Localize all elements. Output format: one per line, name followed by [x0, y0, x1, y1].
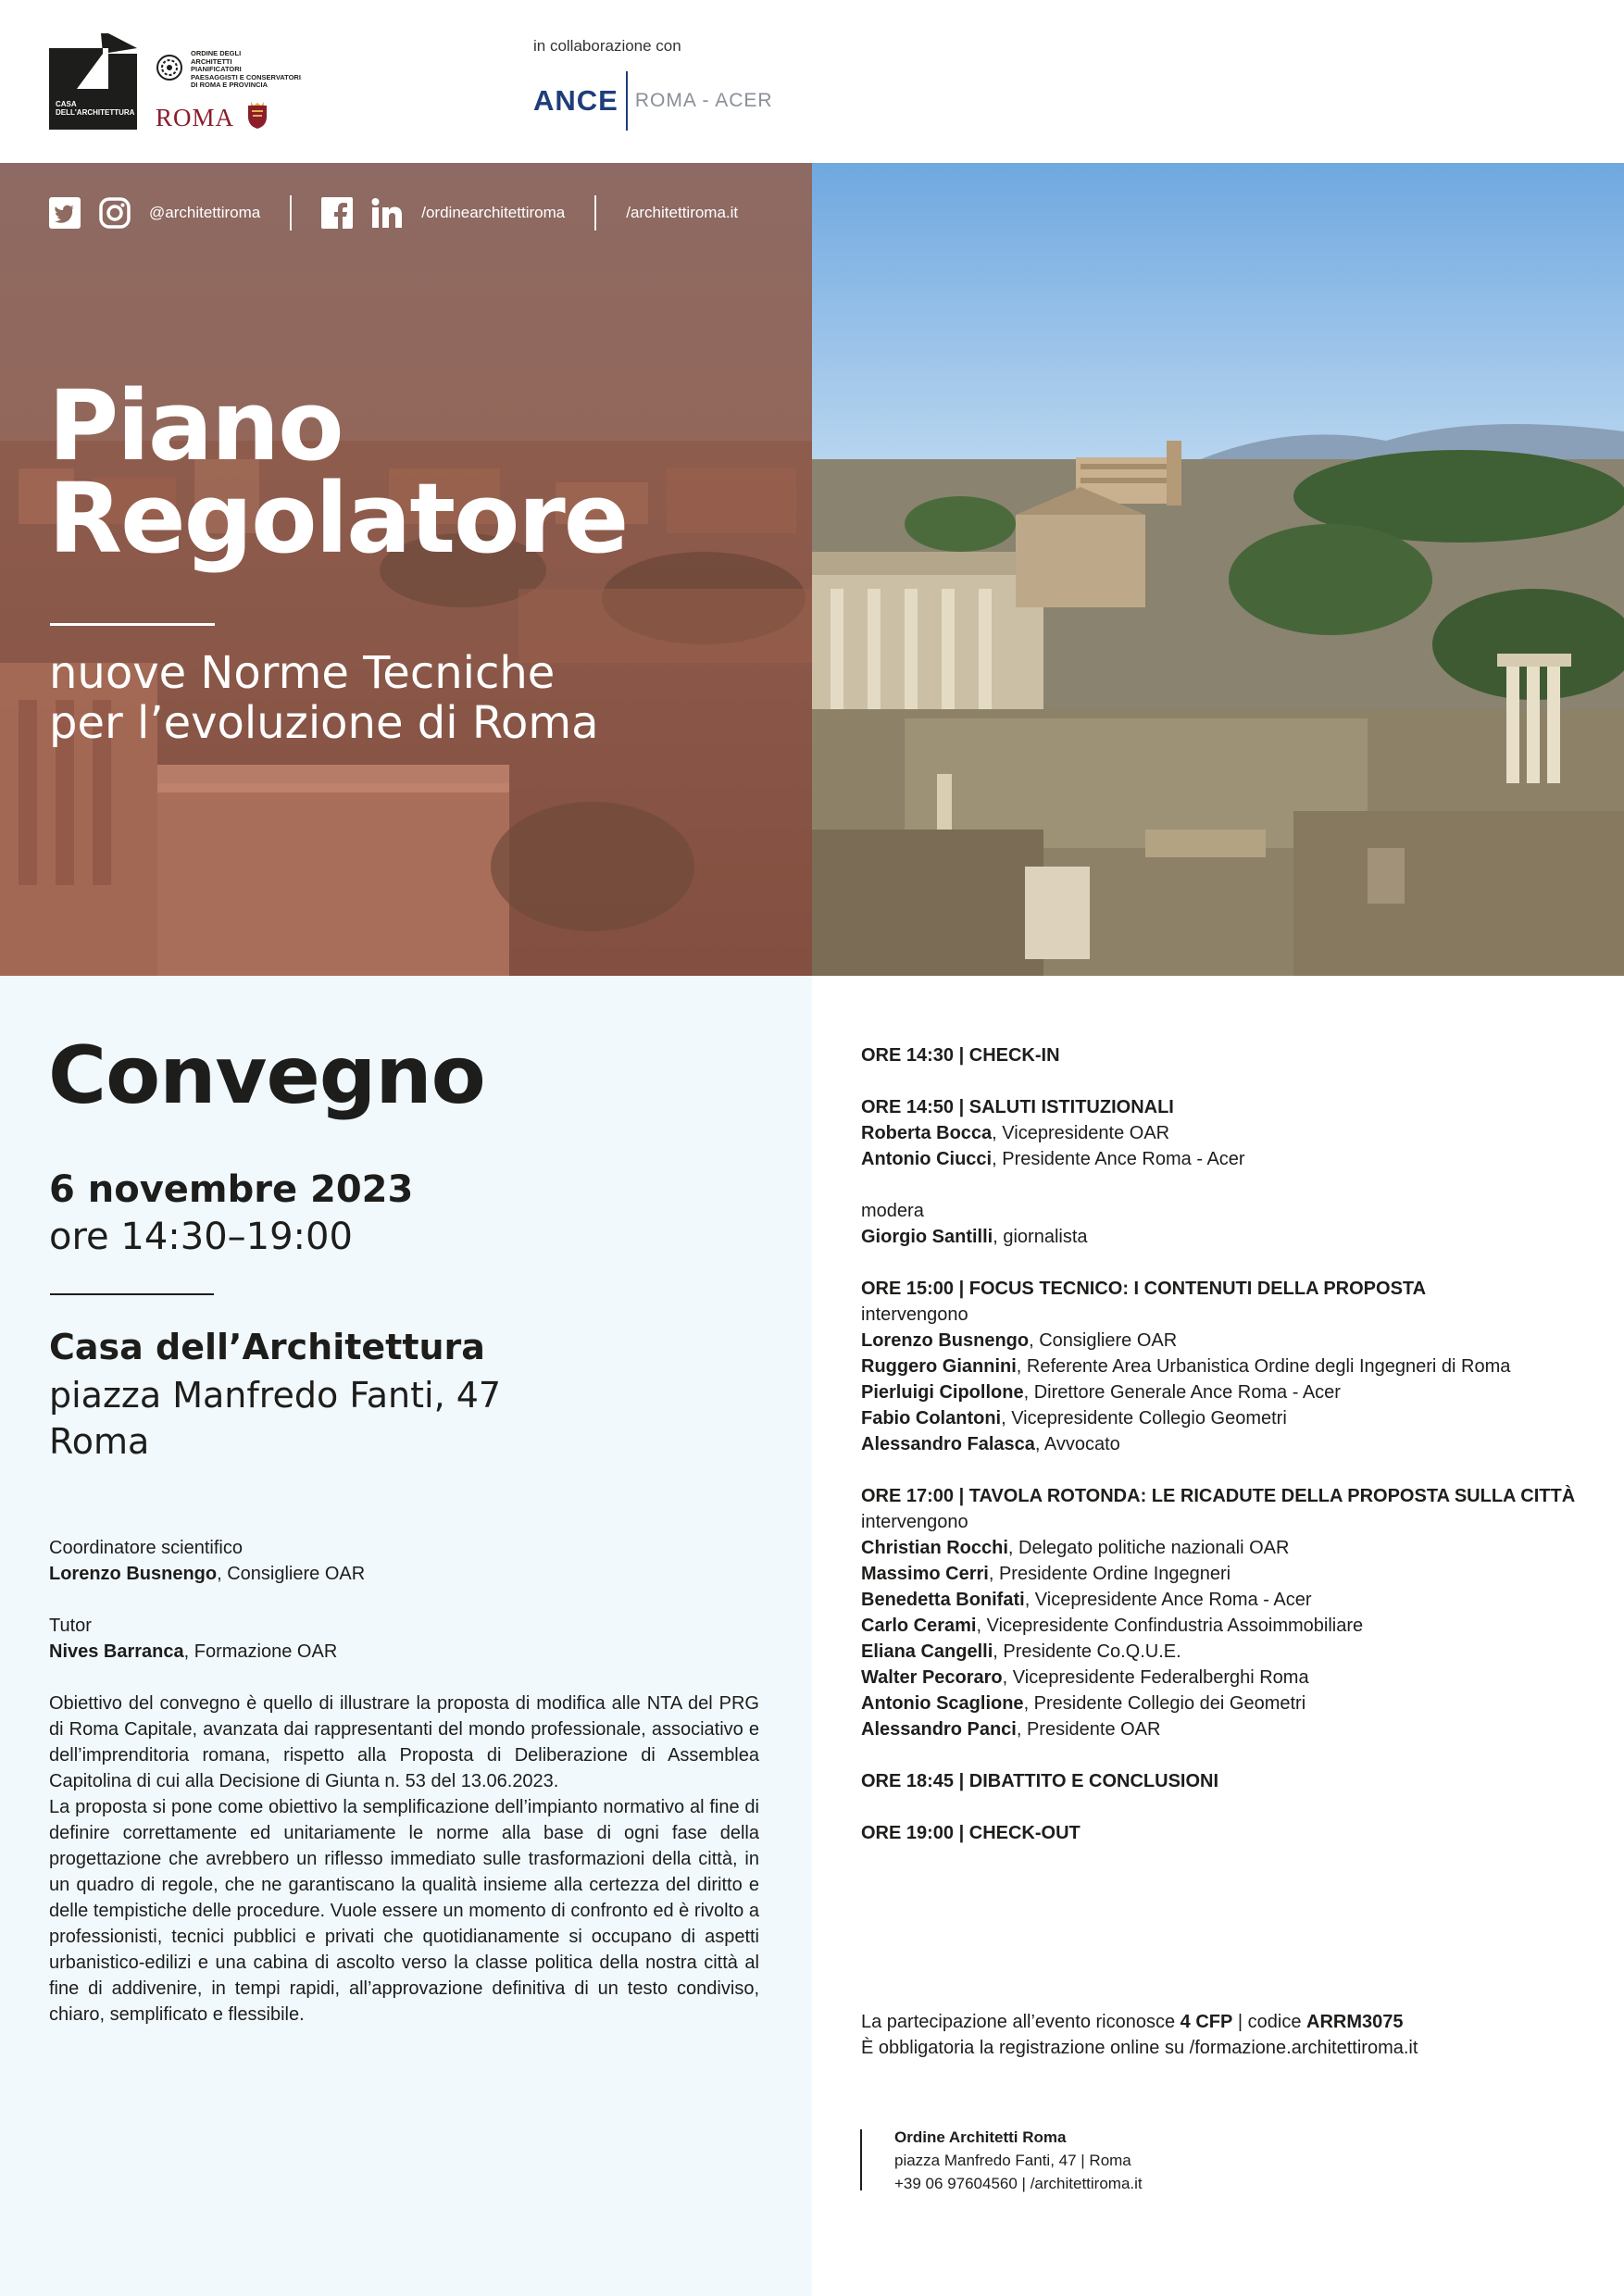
collaboration-label: in collaborazione con	[533, 37, 681, 55]
programme-heading: ORE 17:00 | TAVOLA ROTONDA: LE RICADUTE DELLA PROPOSTA SULLA CITTÀ	[861, 1486, 1576, 1506]
contact-address: piazza Manfredo Fanti, 47 | Roma	[894, 2152, 1131, 2169]
venue-address	[49, 1372, 501, 1465]
header	[0, 0, 1624, 163]
ordine-text	[191, 50, 311, 90]
speaker	[861, 1535, 1602, 1561]
description-paragraph: Obiettivo del convegno è quello di illustrare la proposta di modifica alle NTA del PRG di Roma Capitale, avanzata dai rappresentanti del mondo professionale, associativo e dell’imprenditoria romana, rispetto alla Proposta di Deliberazione di Assemblea Capitolina di cui alla Decisione di Giunta n. 53 del 13.06.2023.	[49, 1693, 759, 1791]
casa-logo-text: CASA DELL'ARCHITETTURA	[56, 100, 135, 117]
speaker-name: Eliana Cangelli	[861, 1641, 993, 1662]
ance-word: ANCE	[533, 84, 618, 117]
speaker	[861, 1639, 1602, 1665]
speaker	[861, 1431, 1602, 1457]
speaker	[861, 1146, 1602, 1172]
speaker-role: , giornalista	[993, 1227, 1088, 1247]
credits-mid: | codice	[1232, 2012, 1307, 2032]
speaker-role: , Delegato politiche nazionali OAR	[1007, 1538, 1290, 1558]
hero-subtitle	[49, 648, 599, 748]
event-time: ore 14:30–19:00	[49, 1216, 353, 1258]
programme-item-checkin	[861, 1042, 1602, 1068]
roman-forum-illustration	[812, 163, 1624, 976]
speaker-name: Lorenzo Busnengo	[861, 1330, 1030, 1351]
speaker-name: Ruggero Giannini	[861, 1356, 1017, 1377]
registration-line[interactable]: È obbligatoria la registrazione online su /formazione.architettiroma.it	[861, 2038, 1418, 2058]
speaker-name: Antonio Scaglione	[861, 1693, 1024, 1714]
speaker	[861, 1354, 1602, 1379]
speaker-role: , Presidente Collegio dei Geometri	[1023, 1693, 1306, 1714]
speaker	[861, 1691, 1602, 1716]
programme-item-tavola	[861, 1483, 1602, 1742]
ordine-emblem-icon	[156, 54, 183, 81]
programme-heading: ORE 14:30 | CHECK-IN	[861, 1045, 1060, 1066]
speaker-role: , Presidente Ordine Ingegneri	[988, 1564, 1231, 1584]
speaker	[861, 1665, 1602, 1691]
event-kind: Convegno	[48, 1029, 485, 1122]
social-handle-instagram[interactable]: @architettiroma	[149, 204, 261, 221]
contact-block	[894, 2126, 1143, 2195]
hero	[0, 163, 1624, 976]
speaker-name: Walter Pecoraro	[861, 1667, 1003, 1688]
speaker	[861, 1328, 1602, 1354]
speaker-name: Massimo Cerri	[861, 1564, 989, 1584]
ordine-line: ARCHITETTI	[191, 56, 232, 66]
speaker	[861, 1405, 1602, 1431]
social-divider	[290, 195, 292, 231]
speaker	[861, 1379, 1602, 1405]
speaker	[861, 1561, 1602, 1587]
speaker-name: Pierluigi Cipollone	[861, 1382, 1024, 1403]
coordinator-name: Lorenzo Busnengo	[49, 1564, 218, 1584]
hero-divider	[50, 623, 215, 626]
facebook-icon[interactable]	[321, 197, 353, 229]
instagram-icon[interactable]	[99, 197, 131, 229]
hero-title	[48, 369, 628, 575]
credits-line	[861, 2009, 1418, 2035]
speaker	[861, 1587, 1602, 1613]
ordine-line: ORDINE DEGLI	[191, 49, 242, 57]
ordine-line: PAESAGGISTI E CONSERVATORI	[191, 72, 301, 81]
credits-pre: La partecipazione all’evento riconosce	[861, 2012, 1181, 2032]
ordine-line: DI ROMA E PROVINCIA	[191, 81, 269, 90]
programme-heading: ORE 18:45 | DIBATTITO E CONCLUSIONI	[861, 1771, 1219, 1791]
programme-heading: ORE 19:00 | CHECK-OUT	[861, 1823, 1081, 1843]
speaker-role: , Direttore Generale Ance Roma - Acer	[1023, 1382, 1341, 1403]
ance-sub: ROMA - ACER	[634, 90, 773, 111]
speaker	[861, 1716, 1602, 1742]
tutor	[49, 1639, 337, 1665]
speaker-name: Alessandro Falasca	[861, 1434, 1035, 1454]
coordinator	[49, 1561, 365, 1587]
hero-subtitle-line: nuove Norme Tecniche	[49, 647, 556, 699]
speaker-role: , Consigliere OAR	[1029, 1330, 1178, 1351]
contact-phone-web[interactable]: +39 06 97604560 | /architettiroma.it	[894, 2175, 1143, 2192]
linkedin-icon[interactable]	[371, 197, 403, 229]
speaker-role: , Vicepresidente Federalberghi Roma	[1002, 1667, 1309, 1688]
tutor-name: Nives Barranca	[49, 1641, 184, 1662]
programme-item-dibattito	[861, 1768, 1602, 1794]
hero-title-line: Piano	[48, 369, 343, 482]
credits-cfp: 4 CFP	[1180, 2012, 1233, 2032]
speaker-name: Christian Rocchi	[861, 1538, 1008, 1558]
moderator-label: modera	[861, 1201, 924, 1221]
venue-address-line: piazza Manfredo Fanti, 47	[49, 1375, 502, 1416]
speaker	[861, 1120, 1602, 1146]
contact-divider	[860, 2129, 862, 2190]
coordinator-role: , Consigliere OAR	[217, 1564, 366, 1584]
speaker-role: , Vicepresidente OAR	[992, 1123, 1170, 1143]
event-description	[49, 1691, 759, 2028]
description-paragraph: La proposta si pone come obiettivo la semplificazione dell’impianto normativo al fine di definire correttamente ed unitariamente le norme alla base di ogni fase della progettazione che avrebbero un riflesso immediato sulle trasformazioni della città, in un quadro di regole, che ne garantiscano la qualità insieme alla certezza del diritto e delle tempistiche delle procedure. Vuole essere un momento di confronto ed è rivolto a professionisti, tecnici pubblici e privati che quotidianamente si occupano di aspetti urbanistico-edilizi e una cabina di ascolto verso la classe politica della nostra città al fine di addivenire, in tempi rapidi, all’approvazione definitiva di un testo condiviso, chiaro, semplificato e flessibile.	[49, 1797, 759, 2025]
coordinator-label: Coordinatore scientifico	[49, 1538, 243, 1558]
speaker-name: Alessandro Panci	[861, 1719, 1017, 1740]
info-divider	[50, 1293, 214, 1295]
ance-logo	[533, 70, 773, 131]
tutor-role: , Formazione OAR	[183, 1641, 338, 1662]
speaker-role: , Presidente OAR	[1016, 1719, 1161, 1740]
contact-org: Ordine Architetti Roma	[894, 2128, 1067, 2146]
speaker-name: Giorgio Santilli	[861, 1227, 993, 1247]
hero-subtitle-line: per l’evoluzione di Roma	[49, 697, 599, 749]
venue-address-line: Roma	[49, 1421, 150, 1462]
speaker-name: Roberta Bocca	[861, 1123, 993, 1143]
programme	[861, 1042, 1602, 1872]
venue-name: Casa dell’Architettura	[49, 1327, 485, 1367]
moderator	[861, 1224, 1602, 1250]
ordine-line: PIANIFICATORI	[191, 65, 242, 74]
programme-item-focus	[861, 1276, 1602, 1457]
programme-item-saluti	[861, 1094, 1602, 1172]
social-handle-facebook-linkedin[interactable]: /ordinearchitettiroma	[421, 204, 566, 221]
social-row	[49, 194, 738, 231]
programme-heading: ORE 14:50 | SALUTI ISTITUZIONALI	[861, 1097, 1174, 1117]
speaker-name: Benedetta Bonifati	[861, 1590, 1025, 1610]
speaker-role: , Vicepresidente Confindustria Assoimmobiliare	[976, 1616, 1364, 1636]
programme-item-modera	[861, 1198, 1602, 1250]
hero-photo-forum	[812, 163, 1624, 976]
social-divider	[594, 195, 596, 231]
programme-heading: ORE 15:00 | FOCUS TECNICO: I CONTENUTI DELLA PROPOSTA	[861, 1279, 1427, 1299]
speaker-name: Antonio Ciucci	[861, 1149, 993, 1169]
speaker-role: , Presidente Ance Roma - Acer	[992, 1149, 1245, 1169]
ance-divider	[626, 71, 628, 131]
roma-logo-word: ROMA	[156, 104, 235, 131]
twitter-icon[interactable]	[49, 197, 81, 229]
speaker	[861, 1613, 1602, 1639]
speaker-role: , Vicepresidente Collegio Geometri	[1001, 1408, 1287, 1429]
speaker-role: , Vicepresidente Ance Roma - Acer	[1024, 1590, 1312, 1610]
speaker-role: , Avvocato	[1034, 1434, 1120, 1454]
speaker-role: , Referente Area Urbanistica Ordine degli Ingegneri di Roma	[1016, 1356, 1511, 1377]
programme-sublabel: intervengono	[861, 1304, 968, 1325]
programme-item-checkout	[861, 1820, 1602, 1846]
speaker-name: Fabio Colantoni	[861, 1408, 1002, 1429]
hero-title-line: Regolatore	[48, 462, 628, 575]
credits-note	[861, 2009, 1418, 2061]
social-handle-website[interactable]: /architettiroma.it	[626, 204, 739, 221]
speaker-role: , Presidente Co.Q.U.E.	[993, 1641, 1181, 1662]
credits-code: ARRM3075	[1306, 2012, 1404, 2032]
event-date: 6 novembre 2023	[49, 1168, 414, 1211]
speaker-name: Carlo Cerami	[861, 1616, 977, 1636]
roma-crest-icon	[246, 102, 269, 130]
tutor-label: Tutor	[49, 1616, 92, 1636]
programme-sublabel: intervengono	[861, 1512, 968, 1532]
